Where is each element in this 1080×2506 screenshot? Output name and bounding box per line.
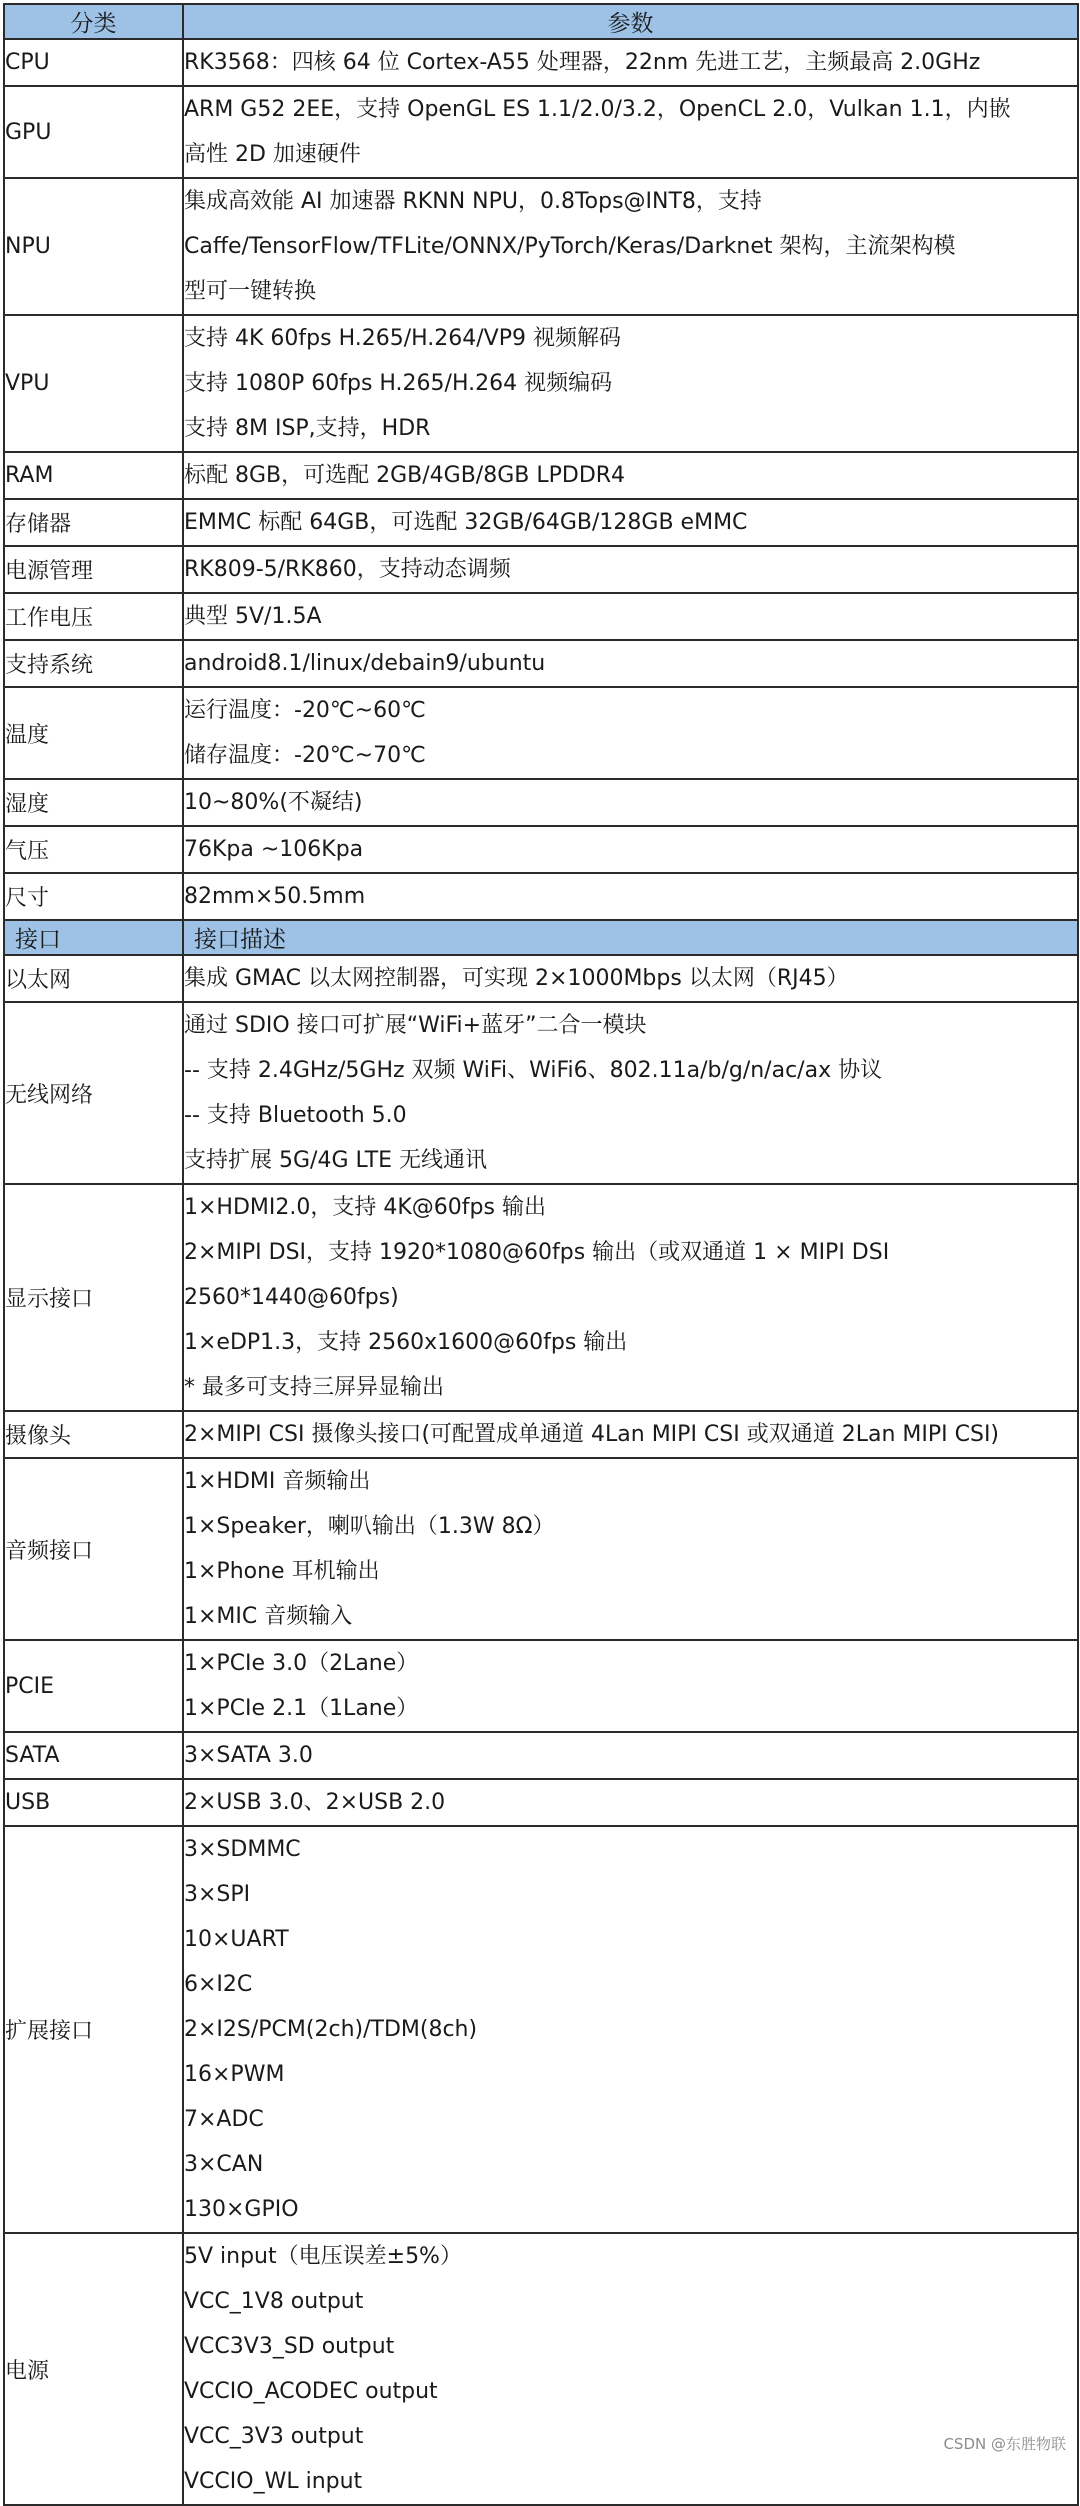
row-label: RAM [4, 452, 183, 499]
row-label: 温度 [4, 687, 183, 779]
row-value [183, 1826, 1078, 2233]
value-line: RK809-5/RK860，支持动态调频 [184, 557, 511, 582]
table-row [4, 640, 1078, 687]
row-value [183, 1458, 1078, 1640]
value-line: 支持扩展 5G/4G LTE 无线通讯 [184, 1148, 488, 1173]
row-value [183, 1184, 1078, 1411]
table-row [4, 1411, 1078, 1458]
value-line: 1×MIC 音频输入 [184, 1604, 353, 1629]
row-value [183, 546, 1078, 593]
value-line: 高性 2D 加速硬件 [184, 142, 361, 167]
row-label: 支持系统 [4, 640, 183, 687]
row-label: CPU [4, 39, 183, 86]
value-line: EMMC 标配 64GB，可选配 32GB/64GB/128GB eMMC [184, 510, 748, 535]
table-row [4, 86, 1078, 178]
value-line: 2×USB 3.0、2×USB 2.0 [184, 1790, 446, 1815]
row-label: 扩展接口 [4, 1826, 183, 2233]
value-line: 1×eDP1.3，支持 2560x1600@60fps 输出 [184, 1330, 628, 1355]
row-value [183, 315, 1078, 452]
table-row [4, 1732, 1078, 1779]
row-value [183, 1779, 1078, 1826]
row-value [183, 1732, 1078, 1779]
row-value [183, 826, 1078, 873]
value-line: 3×SPI [184, 1882, 251, 1907]
value-line: 集成高效能 AI 加速器 RKNN NPU，0.8Tops@INT8，支持 [184, 189, 762, 214]
header-parameters: 参数 [183, 4, 1078, 39]
value-line: 3×SDMMC [184, 1837, 301, 1862]
value-line: VCCIO_ACODEC output [184, 2379, 438, 2404]
value-line: 3×CAN [184, 2152, 264, 2177]
value-line: 集成 GMAC 以太网控制器，可实现 2×1000Mbps 以太网（RJ45） [184, 966, 849, 991]
value-line: 1×Speaker，喇叭输出（1.3W 8Ω） [184, 1514, 555, 1539]
row-label: 气压 [4, 826, 183, 873]
value-line: 支持 4K 60fps H.265/H.264/VP9 视频解码 [184, 326, 621, 351]
value-line: 1×HDMI 音频输出 [184, 1469, 371, 1494]
value-line: 2×I2S/PCM(2ch)/TDM(8ch) [184, 2017, 478, 2042]
row-label: USB [4, 1779, 183, 1826]
row-value [183, 1640, 1078, 1732]
row-value [183, 955, 1078, 1002]
header-interface: 接口 [4, 920, 183, 955]
value-line: 16×PWM [184, 2062, 285, 2087]
table-row [4, 779, 1078, 826]
value-line: 10~80%(不凝结) [184, 790, 363, 815]
value-line: 1×Phone 耳机输出 [184, 1559, 380, 1584]
table-row [4, 1640, 1078, 1732]
value-line: 2×MIPI DSI，支持 1920*1080@60fps 输出（或双通道 1 × MIPI DSI [184, 1240, 890, 1265]
row-label: 电源管理 [4, 546, 183, 593]
value-line: 典型 5V/1.5A [184, 604, 322, 629]
table-row [4, 452, 1078, 499]
table-row [4, 873, 1078, 920]
value-line: 储存温度：-20℃~70℃ [184, 743, 426, 768]
value-line: -- 支持 2.4GHz/5GHz 双频 WiFi、WiFi6、802.11a/b/g/n/ac/ax 协议 [184, 1058, 883, 1083]
row-label: 音频接口 [4, 1458, 183, 1640]
row-value [183, 39, 1078, 86]
value-line: 1×PCIe 3.0（2Lane） [184, 1651, 419, 1676]
value-line: 通过 SDIO 接口可扩展“WiFi+蓝牙”二合一模块 [184, 1013, 647, 1038]
value-line: VCC3V3_SD output [184, 2334, 395, 2359]
row-label: 电源 [4, 2233, 183, 2505]
table-row [4, 1458, 1078, 1640]
row-label: 以太网 [4, 955, 183, 1002]
value-line: 2×MIPI CSI 摄像头接口(可配置成单通道 4Lan MIPI CSI 或双通道 2Lan MIPI CSI) [184, 1422, 1000, 1447]
value-line: VCCIO_WL input [184, 2469, 363, 2494]
row-value [183, 1002, 1078, 1184]
value-line: * 最多可支持三屏异显输出 [184, 1375, 444, 1400]
row-value [183, 86, 1078, 178]
row-label: GPU [4, 86, 183, 178]
row-value [183, 1411, 1078, 1458]
value-line: 130×GPIO [184, 2197, 299, 2222]
row-label: 显示接口 [4, 1184, 183, 1411]
value-line: VCC_3V3 output [184, 2424, 364, 2449]
table-row [4, 1002, 1078, 1184]
table-row [4, 687, 1078, 779]
value-line: 支持 8M ISP,支持，HDR [184, 416, 431, 441]
value-line: ARM G52 2EE，支持 OpenGL ES 1.1/2.0/3.2，OpenCL 2.0，Vulkan 1.1，内嵌 [184, 97, 1011, 122]
row-value [183, 687, 1078, 779]
row-label: 工作电压 [4, 593, 183, 640]
table-row [4, 593, 1078, 640]
value-line: 1×PCIe 2.1（1Lane） [184, 1696, 419, 1721]
value-line: 5V input（电压误差±5%） [184, 2244, 462, 2269]
value-line: 82mm×50.5mm [184, 884, 366, 909]
value-line: 型可一键转换 [184, 279, 317, 304]
row-label: PCIE [4, 1640, 183, 1732]
row-value [183, 640, 1078, 687]
value-line: 6×I2C [184, 1972, 253, 1997]
table-row [4, 955, 1078, 1002]
row-value [183, 178, 1078, 315]
table-row [4, 546, 1078, 593]
value-line: Caffe/TensorFlow/TFLite/ONNX/PyTorch/Keras/Darknet 架构，主流架构模 [184, 234, 956, 259]
row-label: NPU [4, 178, 183, 315]
table-row [4, 315, 1078, 452]
table-row [4, 178, 1078, 315]
row-value [183, 593, 1078, 640]
row-value [183, 779, 1078, 826]
value-line: 10×UART [184, 1927, 289, 1952]
spec-table-body [4, 4, 1078, 2505]
value-line: RK3568：四核 64 位 Cortex-A55 处理器，22nm 先进工艺，主频最高 2.0GHz [184, 50, 981, 75]
row-value [183, 499, 1078, 546]
value-line: 支持 1080P 60fps H.265/H.264 视频编码 [184, 371, 613, 396]
header-interface-description: 接口描述 [183, 920, 1078, 955]
table-row [4, 1826, 1078, 2233]
value-line: -- 支持 Bluetooth 5.0 [184, 1103, 407, 1128]
row-value [183, 873, 1078, 920]
value-line: 76Kpa ~106Kpa [184, 837, 364, 862]
row-value [183, 452, 1078, 499]
row-value [183, 2233, 1078, 2505]
header-category: 分类 [4, 4, 183, 39]
row-label: 无线网络 [4, 1002, 183, 1184]
value-line: android8.1/linux/debain9/ubuntu [184, 651, 546, 676]
value-line: 标配 8GB，可选配 2GB/4GB/8GB LPDDR4 [184, 463, 626, 488]
row-label: 摄像头 [4, 1411, 183, 1458]
table-row [4, 1184, 1078, 1411]
spec-table [3, 3, 1079, 2506]
value-line: 3×SATA 3.0 [184, 1743, 313, 1768]
row-label: SATA [4, 1732, 183, 1779]
table-header-row [4, 4, 1078, 39]
table-row [4, 39, 1078, 86]
value-line: 7×ADC [184, 2107, 264, 2132]
row-label: 存储器 [4, 499, 183, 546]
value-line: 1×HDMI2.0，支持 4K@60fps 输出 [184, 1195, 546, 1220]
value-line: 2560*1440@60fps) [184, 1285, 399, 1310]
table-row [4, 499, 1078, 546]
row-label: 尺寸 [4, 873, 183, 920]
value-line: 运行温度：-20℃~60℃ [184, 698, 426, 723]
table-row [4, 1779, 1078, 1826]
table-row [4, 826, 1078, 873]
table-row [4, 2233, 1078, 2505]
row-label: VPU [4, 315, 183, 452]
value-line: VCC_1V8 output [184, 2289, 364, 2314]
watermark: CSDN @东胜物联 [943, 2435, 1066, 2453]
interface-header-row [4, 920, 1078, 955]
row-label: 湿度 [4, 779, 183, 826]
